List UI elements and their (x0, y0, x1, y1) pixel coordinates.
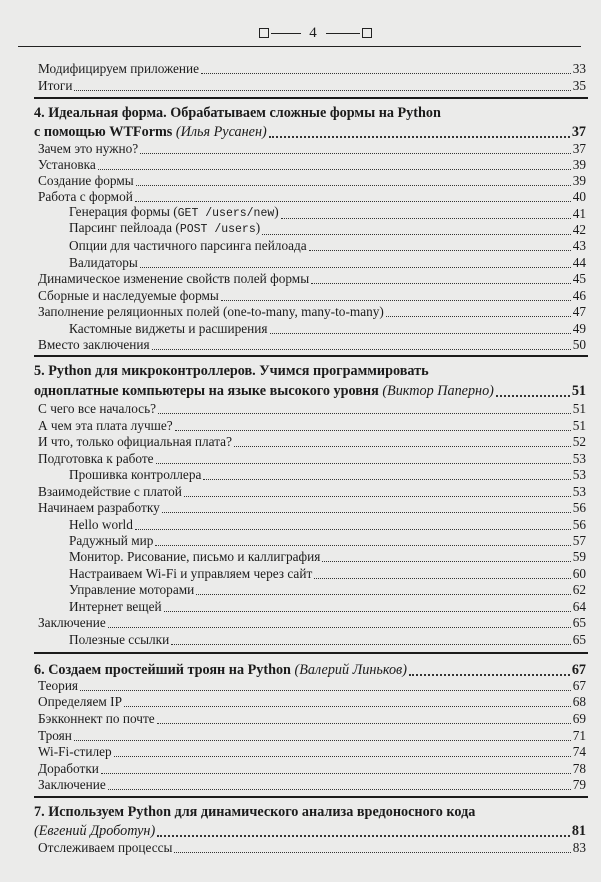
toc-entry[interactable] (38, 78, 586, 94)
entry-title: А чем эта плата лучше? (38, 418, 173, 433)
entry-title: Управление моторами (69, 582, 195, 597)
entry-title: Отслеживаем процессы (38, 840, 173, 855)
page-number: 4 (309, 25, 317, 41)
header-square-left (259, 28, 269, 38)
page-number-ref: 40 (572, 189, 586, 204)
toc-entry[interactable] (38, 615, 586, 631)
header-rule (18, 46, 581, 47)
page-number-ref: 49 (572, 321, 586, 336)
toc-entry[interactable] (38, 434, 586, 450)
entry-title: Создание формы (38, 173, 134, 188)
entry-title: ) (255, 220, 261, 235)
dot-leader (135, 529, 571, 530)
dot-leader (184, 496, 571, 497)
dot-leader (164, 611, 571, 612)
page-number-ref: 56 (572, 517, 586, 532)
page-number-ref: 39 (572, 173, 586, 188)
header-line-right (326, 33, 360, 34)
entry-title: Радужный мир (69, 533, 154, 548)
entry-title: Установка (38, 157, 96, 172)
page-number-ref: 43 (572, 238, 586, 253)
dot-leader (80, 690, 571, 691)
entry-title: Опции для частичного парсинга пейлоада (69, 238, 307, 253)
dot-leader (108, 789, 571, 790)
dot-leader (157, 835, 570, 837)
dot-leader (101, 773, 571, 774)
toc-entry[interactable] (38, 678, 586, 694)
dot-leader (74, 740, 571, 741)
toc-subentry[interactable] (69, 599, 586, 615)
page-number-ref: 65 (572, 632, 586, 647)
page-number-ref: 53 (572, 484, 586, 499)
chapter-7-heading[interactable] (34, 822, 586, 840)
entry-title: Модифицируем приложение (38, 61, 200, 76)
dot-leader (203, 479, 570, 480)
page-number-ref: 67 (571, 662, 586, 678)
toc-entry[interactable] (38, 141, 586, 157)
chapter-6-author: (Валерий Линьков) (294, 662, 407, 678)
toc-entry[interactable] (38, 484, 586, 500)
page-number-ref: 64 (572, 599, 586, 614)
dot-leader (140, 267, 571, 268)
dot-leader (135, 201, 571, 202)
page-number-ref: 33 (572, 61, 586, 76)
dot-leader (114, 756, 571, 757)
entry-title: Подготовка к работе (38, 451, 154, 466)
page-number-ref: 68 (572, 694, 586, 709)
entry-title: Итоги (38, 78, 73, 93)
dot-leader (270, 333, 571, 334)
dot-leader (136, 185, 571, 186)
chapter-5-title: 5. Python для микроконтроллеров. Учимся программировать (34, 363, 429, 379)
chapter-7-author: (Евгений Дроботун) (34, 823, 156, 839)
chapter-6-heading[interactable] (34, 661, 586, 679)
entry-title: 6. Создаем простейший троян на Python (34, 662, 291, 678)
toc-entry[interactable] (38, 288, 586, 304)
entry-title: Парсинг пейлоада ( (69, 220, 180, 235)
toc-entry[interactable] (38, 777, 586, 793)
entry-title: GET /users/new (177, 207, 275, 220)
page-number-ref: 83 (572, 840, 586, 855)
chapter-4-heading[interactable] (34, 123, 586, 141)
toc-entry[interactable] (38, 744, 586, 760)
dot-leader (152, 349, 571, 350)
toc-entry[interactable] (38, 271, 586, 287)
page-number-ref: 44 (572, 255, 586, 270)
toc-entry[interactable] (38, 451, 586, 467)
entry-title: POST /users (179, 223, 256, 236)
dot-leader (309, 250, 571, 251)
entry-title: Монитор. Рисование, письмо и каллиграфия (69, 549, 321, 564)
entry-title-group (69, 220, 260, 238)
page-number-ref: 62 (572, 582, 586, 597)
dot-leader (174, 852, 570, 853)
dot-leader (140, 153, 571, 154)
page-number-ref: 51 (572, 401, 586, 416)
entry-title: Зачем это нужно? (38, 141, 139, 156)
toc-subentry[interactable] (69, 222, 586, 238)
entry-title: Работа с формой (38, 189, 133, 204)
section-divider (34, 97, 588, 99)
toc-entry[interactable] (38, 173, 586, 189)
page-number-ref: 53 (572, 467, 586, 482)
toc-entry[interactable] (38, 189, 586, 205)
page-number-ref: 59 (572, 549, 586, 564)
entry-title: Вместо заключения (38, 337, 150, 352)
entry-title: Заключение (38, 615, 106, 630)
dot-leader (322, 561, 570, 562)
page-number-ref: 57 (572, 533, 586, 548)
entry-title: И что, только официальная плата? (38, 434, 232, 449)
page-number-ref: 65 (572, 615, 586, 630)
page-number-ref: 60 (572, 566, 586, 581)
toc-entry[interactable] (38, 337, 586, 353)
chapter-4-title: 4. Идеальная форма. Обрабатываем сложные формы на Python (34, 105, 441, 121)
dot-leader (201, 73, 571, 74)
toc-entry[interactable] (38, 711, 586, 727)
dot-leader (221, 300, 571, 301)
section-divider (34, 652, 588, 654)
entry-title: одноплатные компьютеры на языке высокого уровня (34, 383, 379, 399)
entry-title: Начинаем разработку (38, 500, 160, 515)
dot-leader (175, 430, 571, 431)
entry-title: Валидаторы (69, 255, 138, 270)
toc-subentry[interactable] (69, 321, 586, 337)
dot-leader (157, 723, 571, 724)
entry-title: Интернет вещей (69, 599, 162, 614)
entry-title: Hello world (69, 517, 133, 532)
page-number-ref: 81 (571, 823, 586, 839)
header-line-left (271, 33, 301, 34)
entry-title: Wi-Fi-стилер (38, 744, 112, 759)
dot-leader (262, 234, 571, 235)
entry-title: Заключение (38, 777, 106, 792)
dot-leader (156, 463, 571, 464)
dot-leader (281, 218, 571, 219)
entry-title: Прошивка контроллера (69, 467, 202, 482)
toc-subentry[interactable] (69, 467, 586, 483)
toc-entry[interactable] (38, 304, 586, 320)
toc-entry[interactable] (38, 728, 586, 744)
dot-leader (108, 627, 571, 628)
entry-title: Сборные и наследуемые формы (38, 288, 219, 303)
dot-leader (269, 136, 570, 138)
toc-entry[interactable] (38, 418, 586, 434)
dot-leader (314, 578, 570, 579)
dot-leader (196, 594, 570, 595)
page-number-ref: 45 (572, 271, 586, 286)
entry-title: Заполнение реляционных полей (one-to-many, many-to-many) (38, 304, 384, 319)
toc-subentry[interactable] (69, 517, 586, 533)
entry-title: Полезные ссылки (69, 632, 170, 647)
dot-leader (155, 545, 570, 546)
entry-title: ) (274, 204, 279, 219)
toc-subentry[interactable] (69, 566, 586, 582)
toc-subentry[interactable] (69, 255, 586, 271)
entry-title-group (34, 123, 267, 141)
entry-title-group (34, 822, 155, 840)
chapter-5-author: (Виктор Паперно) (382, 383, 494, 399)
page-number-ref: 71 (572, 728, 586, 743)
entry-title: Генерация формы ( (69, 204, 178, 219)
page-number-ref: 79 (572, 777, 586, 792)
page-number-ref: 46 (572, 288, 586, 303)
toc-subentry[interactable] (69, 632, 586, 648)
dot-leader (409, 674, 570, 676)
page-number-ref: 52 (572, 434, 586, 449)
entry-title: с помощью WTForms (34, 124, 173, 140)
entry-title: Динамическое изменение свойств полей формы (38, 271, 310, 286)
dot-leader (162, 512, 571, 513)
page-header (0, 22, 601, 44)
toc-entry[interactable] (38, 500, 586, 516)
page-number-ref: 56 (572, 500, 586, 515)
page-number-ref: 37 (571, 124, 586, 140)
page-number-ref: 53 (572, 451, 586, 466)
header-square-right (362, 28, 372, 38)
toc-entry[interactable] (38, 401, 586, 417)
page-number-ref: 51 (571, 383, 586, 399)
dot-leader (74, 90, 570, 91)
toc-subentry[interactable] (69, 549, 586, 565)
page-number-ref: 78 (572, 761, 586, 776)
dot-leader (124, 706, 571, 707)
page-number-ref: 39 (572, 157, 586, 172)
toc-subentry[interactable] (69, 533, 586, 549)
entry-title: Настраиваем Wi-Fi и управляем через сайт (69, 566, 313, 581)
section-divider (34, 355, 588, 357)
dot-leader (496, 395, 570, 397)
chapter-4-author: (Илья Русанен) (175, 124, 267, 140)
entry-title: С чего все началось? (38, 401, 157, 416)
toc-entry[interactable] (38, 761, 586, 777)
page-number-ref: 42 (572, 222, 586, 237)
dot-leader (234, 446, 571, 447)
toc-entry[interactable] (38, 157, 586, 173)
entry-title-group (34, 661, 407, 679)
dot-leader (171, 644, 570, 645)
section-divider (34, 796, 588, 798)
page-number-ref: 41 (572, 206, 586, 221)
entry-title: Теория (38, 678, 79, 693)
entry-title-group (34, 382, 494, 400)
chapter-7-title: 7. Используем Python для динамического анализа вредоносного кода (34, 804, 476, 820)
toc-entry[interactable] (38, 61, 586, 77)
entry-title: Троян (38, 728, 72, 743)
page-number-ref: 35 (572, 78, 586, 93)
page-number-ref: 47 (572, 304, 586, 319)
dot-leader (386, 316, 571, 317)
page-number-ref: 74 (572, 744, 586, 759)
page-number-ref: 50 (572, 337, 586, 352)
page-number-ref: 69 (572, 711, 586, 726)
dot-leader (311, 283, 571, 284)
toc-entry[interactable] (38, 840, 586, 856)
toc-entry[interactable] (38, 694, 586, 710)
entry-title: Бэкконнект по почте (38, 711, 155, 726)
entry-title: Взаимодействие с платой (38, 484, 182, 499)
entry-title: Доработки (38, 761, 99, 776)
toc-subentry[interactable] (69, 238, 586, 254)
dot-leader (158, 413, 571, 414)
entry-title: Определяем IP (38, 694, 122, 709)
dot-leader (98, 169, 571, 170)
entry-title: Кастомные виджеты и расширения (69, 321, 268, 336)
page-number-ref: 67 (572, 678, 586, 693)
toc-subentry[interactable] (69, 582, 586, 598)
page-number-ref: 51 (572, 418, 586, 433)
chapter-5-heading[interactable] (34, 382, 586, 400)
page-number-ref: 37 (572, 141, 586, 156)
